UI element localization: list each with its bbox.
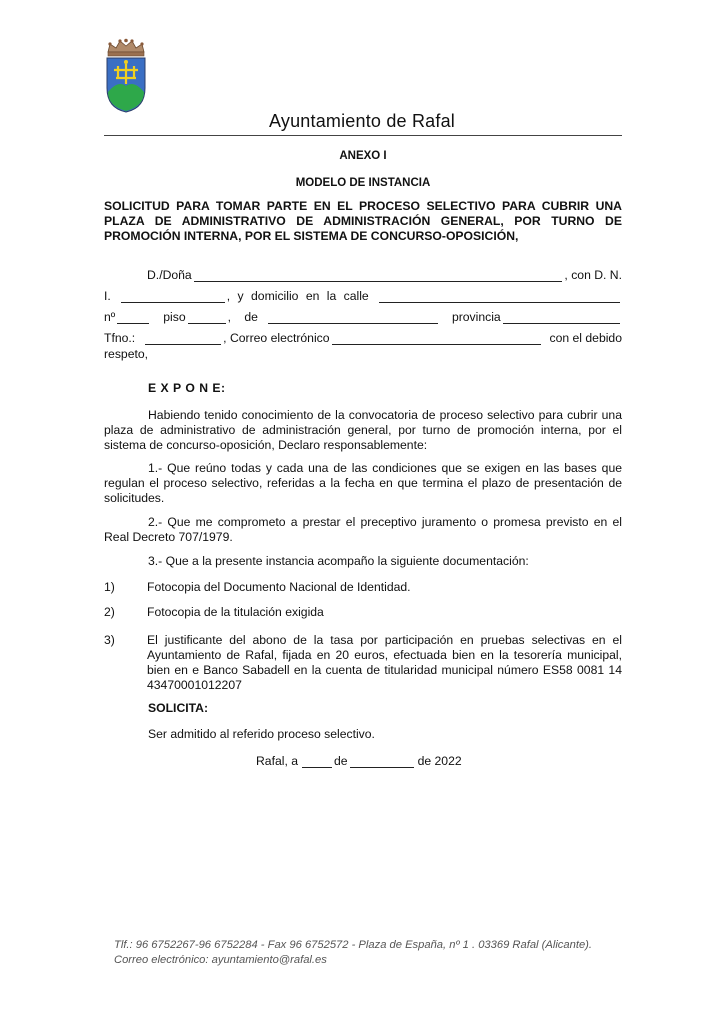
dni-field[interactable]	[121, 290, 225, 303]
dni-prefix-label: I.	[104, 289, 111, 303]
list-item-number: 2)	[104, 605, 115, 619]
expone-point-1: 1.- Que reúno todas y cada una de las condiciones que se exigen en las bases que regulan el proceso selectivo, referidas a la fecha en que termina el plazo de presentación de solicitudes.	[104, 461, 622, 505]
name-field[interactable]	[194, 269, 563, 282]
phone-label: Tfno.:	[104, 331, 136, 345]
address-label: , y domicilio en la calle	[226, 289, 369, 303]
date-line	[256, 752, 496, 768]
coat-of-arms-logo	[100, 38, 152, 114]
number-field[interactable]	[117, 311, 149, 324]
province-field[interactable]	[503, 311, 620, 324]
day-field[interactable]	[302, 755, 332, 768]
expone-point-3: 3.- Que a la presente instancia acompaño la siguiente documentación:	[148, 554, 529, 568]
of-label: , de	[227, 310, 258, 324]
expone-intro: Habiendo tenido conocimiento de la convocatoria de proceso selectivo para cubrir una plaza de administrativo de administración general, por turno de promoción interna, por el sistema de concurso-oposición, Declaro responsablemente:	[104, 408, 622, 452]
city-field[interactable]	[268, 311, 438, 324]
expone-heading: E X P O N E:	[148, 381, 226, 395]
model-heading: MODELO DE INSTANCIA	[295, 177, 431, 189]
number-label: nº	[104, 310, 116, 324]
list-item	[104, 580, 622, 595]
name-label: D./Doña	[147, 268, 192, 282]
organization-title: Ayuntamiento de Rafal	[269, 111, 455, 131]
floor-label: piso	[163, 310, 186, 324]
de-label: de	[334, 754, 348, 768]
list-item-text: El justificante del abono de la tasa por participación en pruebas selectivas en el Ayuntamiento de Rafal, fijada en 20 euros, efectuada bien en la tesorería municipal, bien en e Banco Sabadell en la cuenta de titularidad municipal número ES58 0081 14 43470001012207	[147, 633, 622, 692]
floor-field[interactable]	[188, 311, 226, 324]
street-field[interactable]	[379, 290, 620, 303]
list-item	[104, 633, 622, 693]
expone-point-2: 2.- Que me comprometo a prestar el preceptivo juramento o promesa previsto en el Real Decreto 707/1979.	[104, 515, 622, 544]
list-item-text: Fotocopia del Documento Nacional de Identidad.	[147, 580, 411, 594]
dni-address-row	[104, 287, 622, 303]
phone-email-row	[104, 329, 622, 345]
footer-contact: Tlf.: 96 6752267-96 6752284 - Fax 96 6752572 - Plaza de España, nº 1 . 03369 Rafal (Alicante).	[114, 939, 593, 951]
respect-label: con el debido	[549, 331, 622, 345]
year-label: de 2022	[417, 754, 462, 768]
list-item-text: Fotocopia de la titulación exigida	[147, 605, 324, 619]
header-divider	[104, 135, 622, 136]
list-item	[104, 605, 622, 620]
list-item-number: 3)	[104, 633, 115, 647]
phone-field[interactable]	[145, 332, 221, 345]
respect-continuation: respeto,	[104, 347, 149, 361]
name-row	[104, 266, 622, 282]
list-item-number: 1)	[104, 580, 115, 594]
email-label: , Correo electrónico	[223, 331, 330, 345]
place-label: Rafal, a	[256, 754, 299, 768]
province-label: provincia	[451, 310, 501, 324]
annex-heading: ANEXO I	[339, 150, 387, 162]
email-field[interactable]	[332, 332, 542, 345]
application-title: SOLICITUD PARA TOMAR PARTE EN EL PROCESO SELECTIVO PARA CUBRIR UNA PLAZA DE ADMINISTRATIVO DE ADMINISTRACIÓN GENERAL, POR TURNO DE PROMOCIÓN INTERNA, POR EL SISTEMA DE CONCURSO-OPOSICIÓN,	[104, 199, 622, 243]
month-field[interactable]	[350, 755, 414, 768]
solicita-heading: SOLICITA:	[148, 701, 209, 715]
solicita-text: Ser admitido al referido proceso selectivo.	[148, 727, 375, 741]
number-floor-row	[104, 308, 622, 324]
footer-email: Correo electrónico: ayuntamiento@rafal.es	[114, 954, 327, 966]
dni-suffix-label: , con D. N.	[564, 268, 622, 282]
